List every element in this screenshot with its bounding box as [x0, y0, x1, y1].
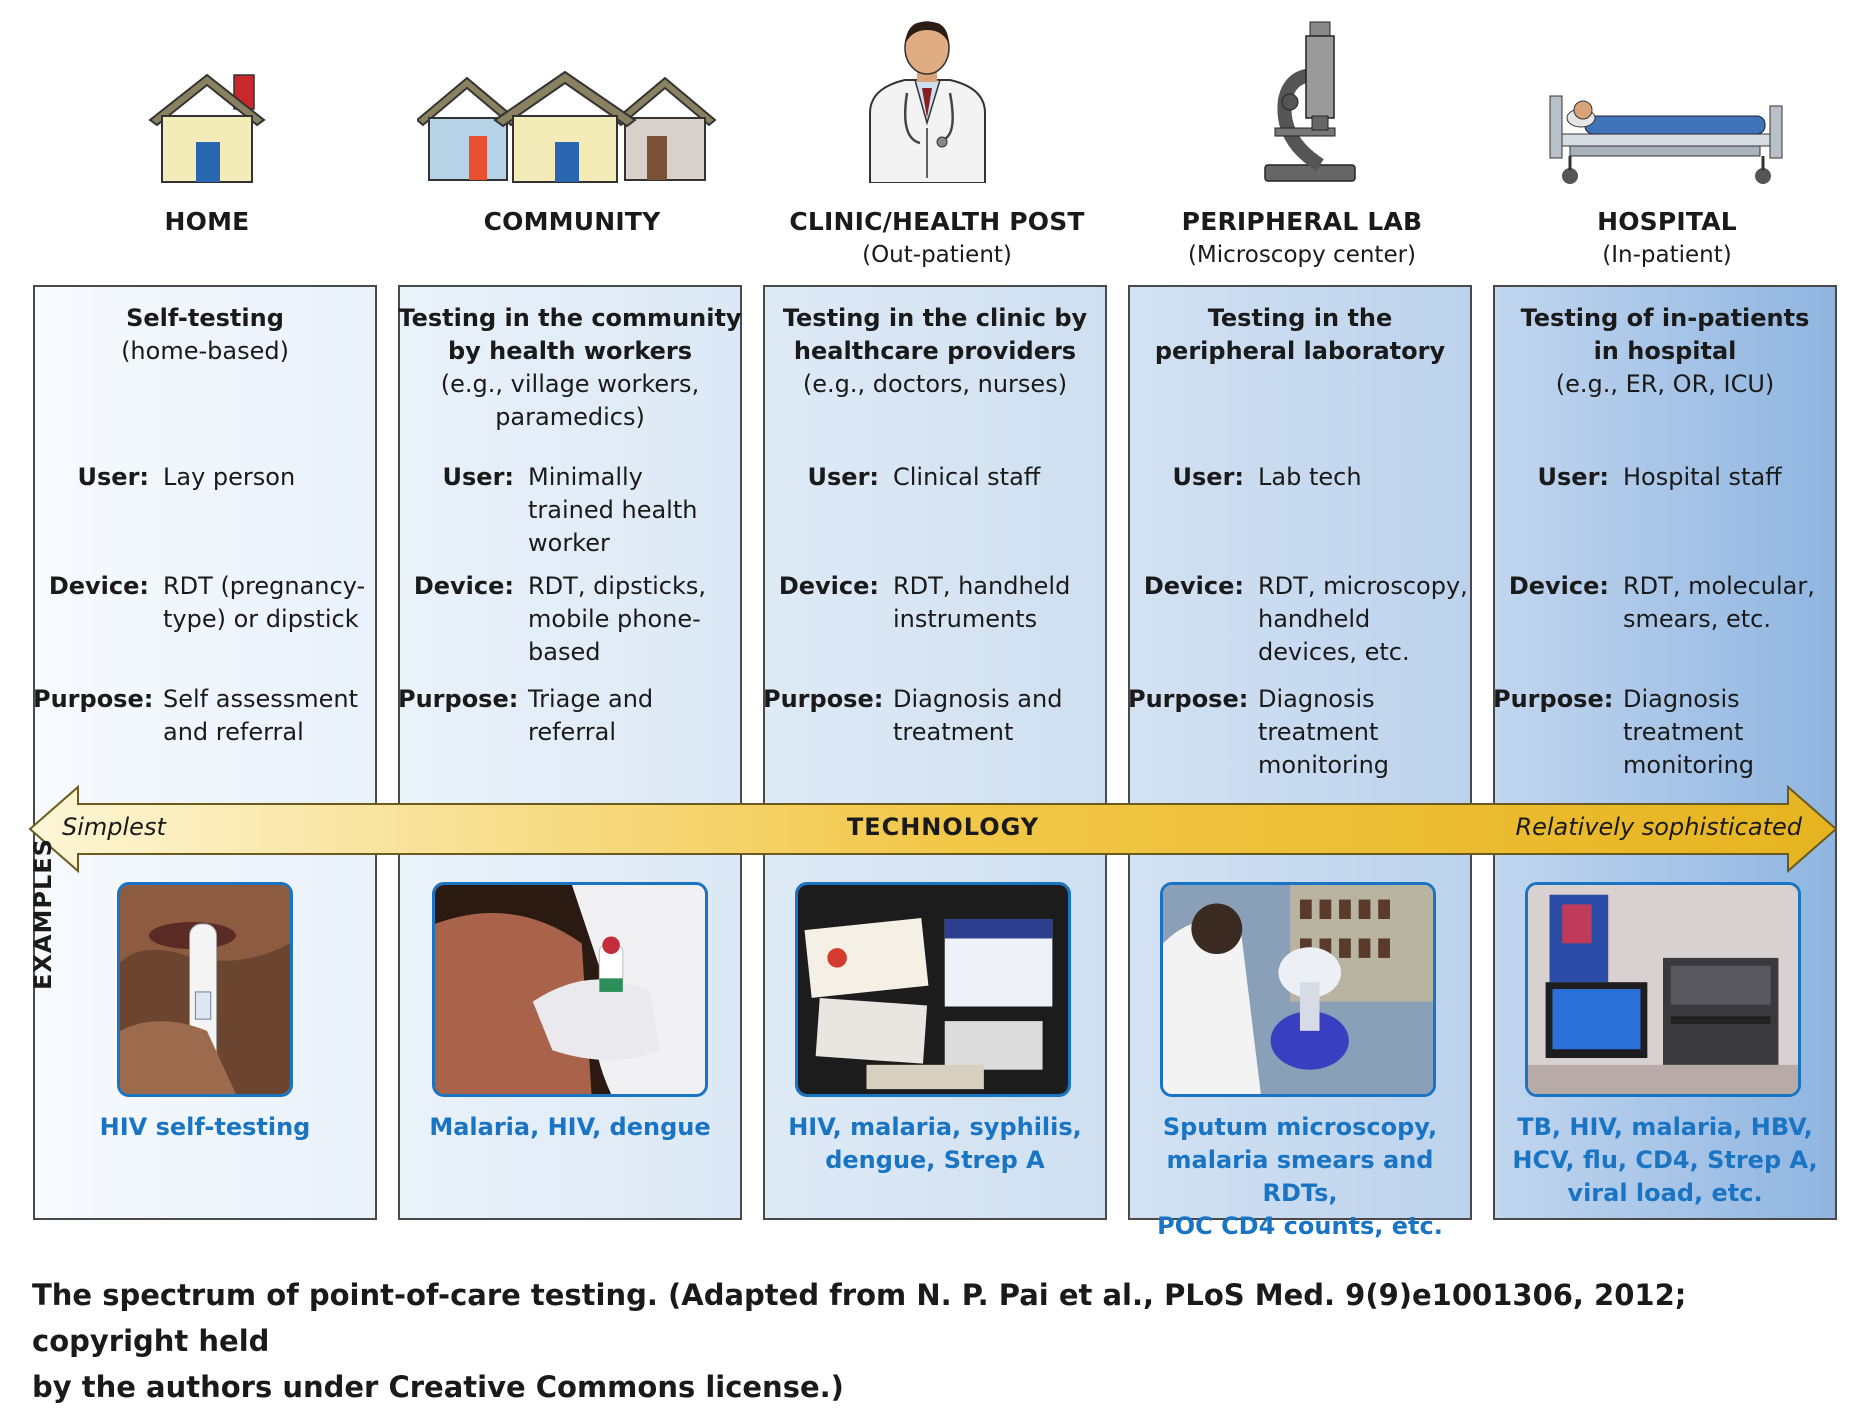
purpose-value: Diagnosis and treatment: [893, 685, 1063, 746]
column-heading-hospital: [1493, 302, 1837, 401]
lab-microscopy-photo: [1160, 882, 1436, 1097]
houses-icon: [417, 70, 717, 185]
setting-title-home: HOME: [164, 207, 250, 236]
figure-caption: [32, 1272, 1847, 1410]
user-label: User:: [442, 463, 514, 491]
purpose-value: Triage and referral: [528, 685, 654, 746]
setting-title-clinic: CLINIC/HEALTH POST: [789, 207, 1085, 236]
test-kits-photo: [795, 882, 1071, 1097]
molecular-instrument-photo: [1525, 882, 1801, 1097]
detail-line: (e.g., village workers,: [440, 370, 700, 398]
caption-line: The spectrum of point-of-care testing. (Adapted from N. P. Pai et al., PLoS Med. 9(9)e1001306, 2012; copyright held: [32, 1278, 1687, 1358]
setting-title-community: COMMUNITY: [483, 207, 661, 236]
column-heading-lab: [1128, 302, 1472, 368]
heading-line: Testing in the community: [398, 304, 742, 332]
purpose-label: Purpose:: [763, 685, 884, 713]
device-label: Device:: [413, 572, 514, 600]
purpose-label: Purpose:: [33, 685, 154, 713]
device-label: Device:: [1508, 572, 1609, 600]
device-value: RDT, molecular, smears, etc.: [1623, 572, 1815, 633]
purpose-value: Self assessment and referral: [163, 685, 358, 746]
user-value: Lab tech: [1258, 463, 1362, 491]
examples-text-hospital: TB, HIV, malaria, HBV, HCV, flu, CD4, Strep A, viral load, etc.: [1512, 1113, 1818, 1207]
hiv-self-test-photo: [117, 882, 293, 1097]
house-icon: [132, 70, 282, 185]
purpose-value: Diagnosis treatment monitoring: [1623, 685, 1755, 779]
heading-line: Testing in the clinic by: [782, 304, 1088, 332]
setting-title-hospital: HOSPITAL: [1597, 207, 1737, 236]
user-value: Minimally trained health worker: [528, 463, 698, 557]
examples-label: EXAMPLES: [29, 838, 57, 990]
user-value: Lay person: [163, 463, 296, 491]
setting-subtitle-lab: (Microscopy center): [1187, 242, 1417, 268]
device-label: Device:: [1143, 572, 1244, 600]
examples-text-lab: Sputum microscopy, malaria smears and RDTs, POC CD4 counts, etc.: [1157, 1113, 1443, 1240]
arrow-center-label: TECHNOLOGY: [846, 813, 1040, 841]
device-label: Device:: [778, 572, 879, 600]
detail-line: (e.g., ER, OR, ICU): [1555, 370, 1775, 398]
user-label: User:: [1537, 463, 1609, 491]
heading-line: by health workers: [447, 337, 693, 365]
examples-text-clinic: HIV, malaria, syphilis, dengue, Strep A: [788, 1113, 1082, 1174]
detail-line: paramedics): [495, 403, 645, 431]
detail-line: (home-based): [121, 337, 289, 365]
column-heading-clinic: [763, 302, 1107, 401]
examples-text-community: Malaria, HIV, dengue: [429, 1113, 711, 1141]
purpose-value: Diagnosis treatment monitoring: [1258, 685, 1390, 779]
heading-line: Testing in the: [1207, 304, 1393, 332]
purpose-label: Purpose:: [1128, 685, 1249, 713]
device-value: RDT, dipsticks, mobile phone- based: [528, 572, 707, 666]
heading-line: Testing of in-patients: [1520, 304, 1810, 332]
user-value: Clinical staff: [893, 463, 1041, 491]
purpose-label: Purpose:: [398, 685, 519, 713]
arrow-left-label: Simplest: [62, 813, 166, 841]
microscope-icon: [1260, 20, 1360, 185]
device-label: Device:: [48, 572, 149, 600]
heading-line: healthcare providers: [793, 337, 1077, 365]
purpose-label: Purpose:: [1493, 685, 1614, 713]
device-value: RDT, handheld instruments: [893, 572, 1071, 633]
user-label: User:: [807, 463, 879, 491]
doctor-icon: [860, 18, 995, 183]
heading-line: peripheral laboratory: [1154, 337, 1446, 365]
user-label: User:: [1172, 463, 1244, 491]
device-value: RDT, microscopy, handheld devices, etc.: [1258, 572, 1468, 666]
hospital-bed-icon: [1545, 88, 1790, 186]
finger-prick-photo: [432, 882, 708, 1097]
column-heading-community: [398, 302, 742, 434]
device-value: RDT (pregnancy- type) or dipstick: [163, 572, 366, 633]
heading-line: in hospital: [1593, 337, 1737, 365]
user-label: User:: [77, 463, 149, 491]
arrow-right-label: Relatively sophisticated: [1515, 813, 1802, 841]
detail-line: (e.g., doctors, nurses): [802, 370, 1068, 398]
setting-subtitle-clinic: (Out-patient): [862, 242, 1012, 268]
column-heading-home: [33, 302, 377, 368]
heading-line: Self-testing: [126, 304, 284, 332]
caption-line: by the authors under Creative Commons license.): [32, 1370, 844, 1404]
user-value: Hospital staff: [1623, 463, 1782, 491]
examples-text-home: HIV self-testing: [99, 1113, 311, 1141]
setting-subtitle-hospital: (In-patient): [1602, 242, 1732, 268]
setting-title-lab: PERIPHERAL LAB: [1181, 207, 1423, 236]
